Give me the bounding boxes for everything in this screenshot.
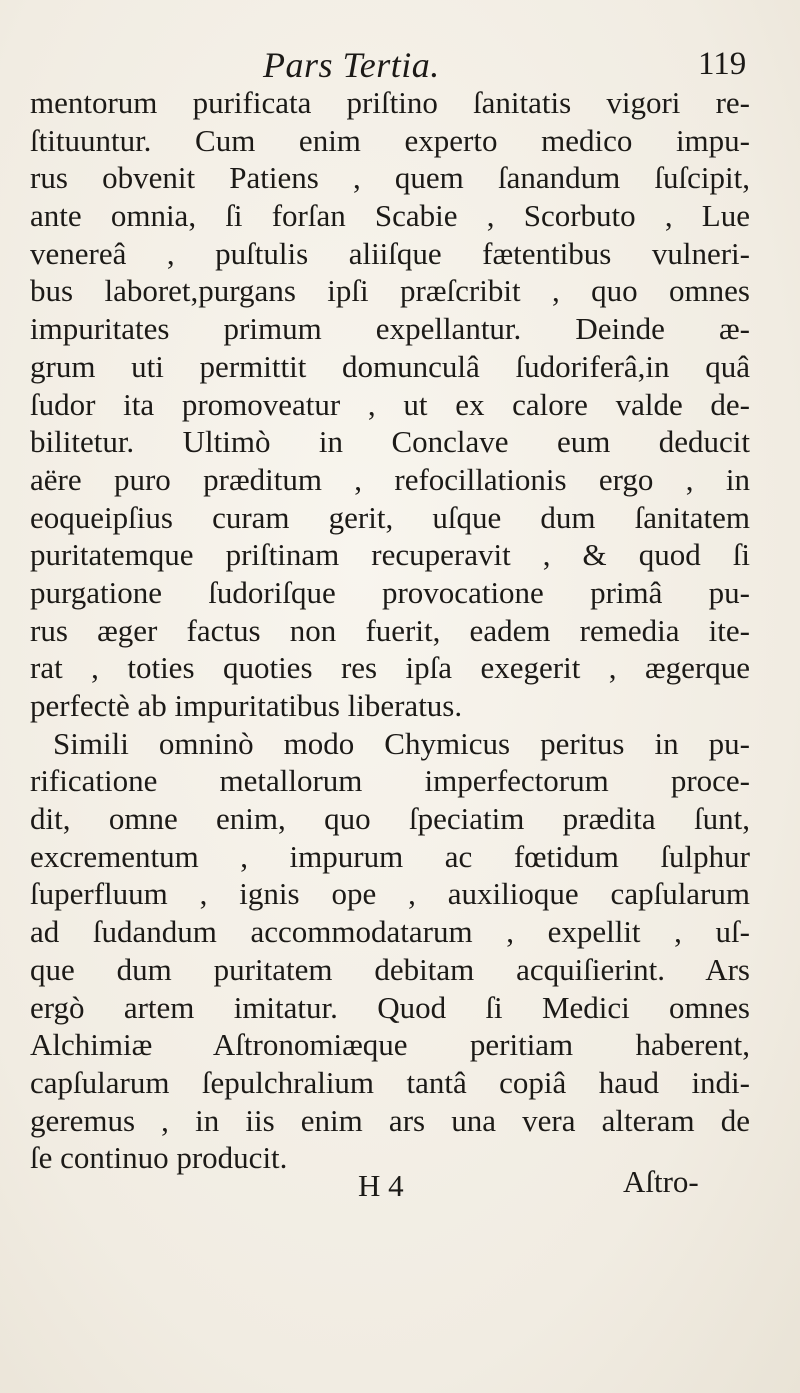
text-line: Alchimiæ Aſtronomiæque peritiam haberent, xyxy=(30,1027,750,1063)
text-line: venereâ , puſtulis aliiſque fætentibus vulneri- xyxy=(30,235,750,271)
text-line: ſe continuo producit. xyxy=(30,1140,288,1176)
text-line: capſularum ſepulchralium tantâ copiâ haud indi- xyxy=(30,1064,750,1100)
text-line: dit, omne enim, quo ſpeciatim prædita ſunt, xyxy=(30,801,750,837)
text-line: mentorum purificata priſtino ſanitatis vigori re- xyxy=(30,85,750,120)
text-line: rificatione metallorum imperfectorum proce- xyxy=(30,763,750,799)
text-line: aëre puro præditum , refocillationis ergo , in xyxy=(30,461,750,497)
text-line: que dum puritatem debitam acquiſierint. Ars xyxy=(30,951,750,987)
text-line: puritatemque priſtinam recuperavit , & quod ſi xyxy=(30,537,750,573)
text-line: perfectè ab impuritatibus liberatus. xyxy=(30,688,463,723)
text-line: rat , toties quoties res ipſa exegerit , ægerque xyxy=(30,650,750,686)
text-line: ſtituuntur. Cum enim experto medico impu- xyxy=(30,122,750,158)
text-line: ante omnia, ſi forſan Scabie , Scorbuto , Lue xyxy=(30,198,750,234)
text-line: Simili omninò modo Chymicus peritus in pu- xyxy=(53,725,750,761)
text-line: grum uti permittit domunculâ ſudoriferâ,in quâ xyxy=(30,348,750,384)
text-line: ſuperfluum , ignis ope , auxilioque capſularum xyxy=(30,876,750,912)
text-line: ergò artem imitatur. Quod ſi Medici omnes xyxy=(30,989,750,1025)
text-line: impuritates primum expellantur. Deinde æ- xyxy=(30,311,750,347)
text-line: ad ſudandum accommodatarum , expellit , uſ- xyxy=(30,914,750,950)
text-line: excrementum , impurum ac fœtidum ſulphur xyxy=(30,838,750,874)
signature-mark: H 4 xyxy=(358,1168,404,1203)
text-line: purgatione ſudoriſque provocatione primâ pu- xyxy=(30,574,750,610)
page-number: 119 xyxy=(698,46,747,82)
page-header xyxy=(0,44,800,84)
text-line: ſudor ita promoveatur , ut ex calore valde de- xyxy=(30,386,750,422)
running-title: Pars Tertia. xyxy=(263,45,440,85)
text-line: eoqueipſius curam gerit, uſque dum ſanitatem xyxy=(30,499,750,535)
page-footer xyxy=(0,1164,800,1208)
catchword: Aſtro- xyxy=(623,1164,699,1199)
text-line: rus æger factus non fuerit, eadem remedia ite- xyxy=(30,612,750,648)
body-text xyxy=(30,84,750,1177)
text-line: bilitetur. Ultimò in Conclave eum deducit xyxy=(30,424,750,460)
text-line: bus laboret,purgans ipſi præſcribit , quo omnes xyxy=(30,273,750,309)
text-line: geremus , in iis enim ars una vera alteram de xyxy=(30,1102,750,1138)
text-line: rus obvenit Patiens , quem ſanandum ſuſcipit, xyxy=(30,160,750,196)
